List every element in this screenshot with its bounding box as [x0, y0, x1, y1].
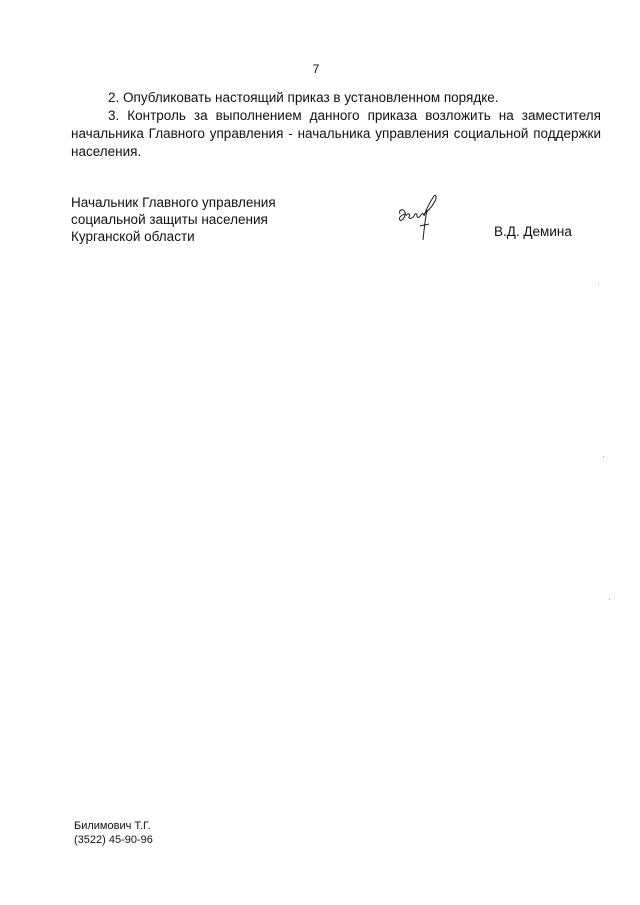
- scan-speck: [598, 284, 599, 285]
- signer-name: В.Д. Демина: [494, 224, 572, 239]
- position-line: Курганской области: [71, 229, 195, 244]
- paragraph-control: 3. Контроль за выполнением данного приказа возложить на заместителя начальника Главного управления - начальника управления социальной поддержки населения.: [71, 108, 601, 159]
- page-number: 7: [312, 62, 320, 76]
- order-body: [71, 89, 601, 161]
- footer-executor: [74, 819, 153, 847]
- position-line: социальной защиты населения: [71, 212, 268, 227]
- paragraph-publish: 2. Опубликовать настоящий приказ в установленном порядке.: [108, 90, 499, 105]
- position-line: Начальник Главного управления: [71, 195, 276, 210]
- scan-speck: [609, 599, 610, 600]
- executor-phone: (3522) 45-90-96: [74, 834, 153, 846]
- executor-name: Билимович Т.Г.: [74, 820, 151, 832]
- signatory-position: [71, 194, 276, 245]
- handwritten-signature: [394, 192, 446, 244]
- scan-speck: [603, 456, 604, 457]
